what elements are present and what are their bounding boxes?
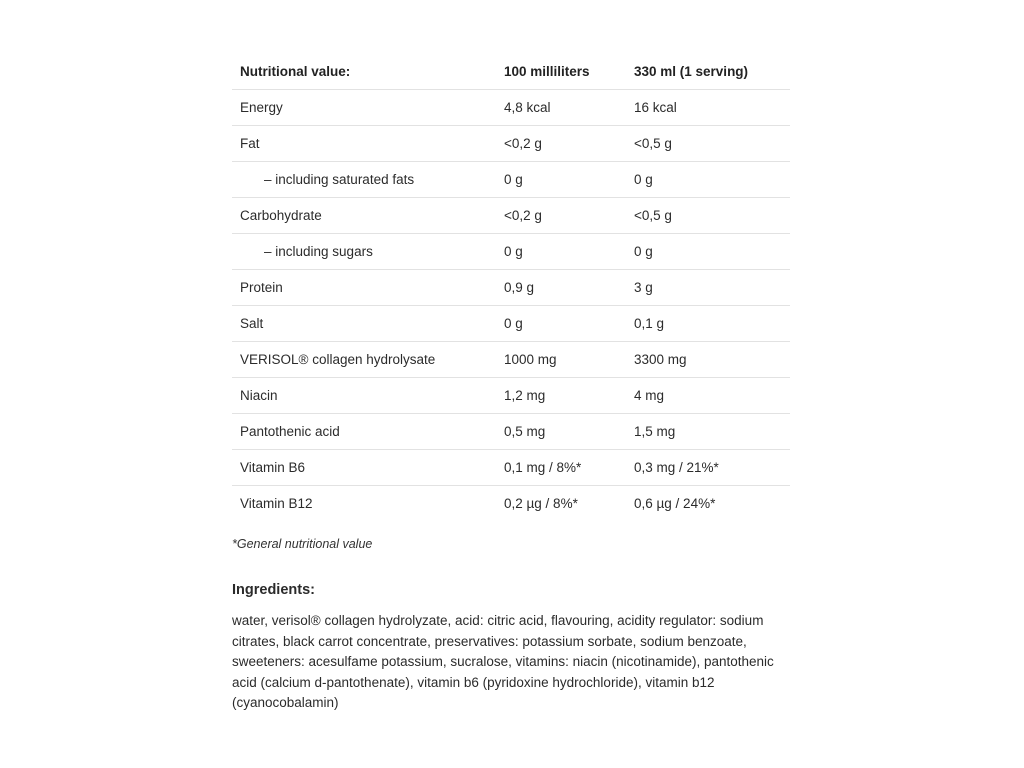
value-per-serving: <0,5 g [626,198,790,234]
value-per-100ml: 0,5 mg [496,414,626,450]
value-per-serving: 0,6 µg / 24%* [634,496,716,511]
header-per-100ml: 100 milliliters [496,54,626,90]
nutrition-table [232,54,790,521]
value-per-serving: 3300 mg [626,342,790,378]
value-per-serving: 0,1 g [626,306,790,342]
nutrient-name: VERISOL® collagen hydrolysate [232,342,496,378]
value-per-100ml: <0,2 g [496,198,626,234]
value-per-serving: 0 g [626,234,790,270]
table-row [232,342,790,378]
nutrient-name: Pantothenic acid [232,414,496,450]
table-row [232,414,790,450]
value-per-100ml: 4,8 kcal [496,90,626,126]
nutrient-name: – including sugars [232,234,496,270]
table-row [232,270,790,306]
value-per-100ml: 1000 mg [496,342,626,378]
value-per-100ml: 0,1 mg / 8%* [496,450,626,486]
value-per-serving: <0,5 g [626,126,790,162]
table-row [232,486,790,522]
value-per-100ml: 0 g [496,234,626,270]
header-nutritional-value: Nutritional value: [232,54,496,90]
table-row [232,234,790,270]
value-per-100ml: 0 g [496,162,626,198]
nutrient-name: Fat [232,126,496,162]
nutrient-name: Vitamin B12 [240,496,313,511]
value-per-serving: 4 mg [626,378,790,414]
nutrient-name: Vitamin B6 [232,450,496,486]
nutrition-table-body [232,90,790,522]
nutrition-panel [232,54,790,714]
value-per-serving: 16 kcal [626,90,790,126]
value-per-serving: 3 g [626,270,790,306]
table-row [232,378,790,414]
nutrient-name: Protein [232,270,496,306]
value-per-serving: 1,5 mg [626,414,790,450]
table-row [232,450,790,486]
value-per-serving: 0 g [626,162,790,198]
value-per-serving: 0,3 mg / 21%* [626,450,790,486]
table-row [232,90,790,126]
value-per-100ml: 0,2 µg / 8%* [504,496,578,511]
nutrient-name: Salt [232,306,496,342]
header-per-serving: 330 ml (1 serving) [626,54,790,90]
nutrient-name: Carbohydrate [232,198,496,234]
nutrient-name: – including saturated fats [232,162,496,198]
value-per-100ml: <0,2 g [496,126,626,162]
value-per-100ml: 0 g [496,306,626,342]
ingredients-title: Ingredients: [232,582,315,598]
footnote: *General nutritional value [232,537,373,551]
table-row [232,198,790,234]
nutrient-name: Energy [232,90,496,126]
ingredients-text: water, verisol® collagen hydrolyzate, acid: citric acid, flavouring, acidity regulator: sodium citrates, black carrot concentrate, preservatives: potassium sorbate, sodium benzoate, sweeteners: acesulfame potassium, sucralose, vitamins: niacin (nicotinamide), pantothenic acid (calcium d-pantothenate), vitamin b6 (pyridoxine hydrochloride), vitamin b12 (cyanocobalamin) [232,613,774,710]
table-header-row [232,54,790,90]
table-row [232,162,790,198]
nutrient-name: Niacin [232,378,496,414]
table-row [232,306,790,342]
value-per-100ml: 1,2 mg [496,378,626,414]
table-row [232,126,790,162]
value-per-100ml: 0,9 g [496,270,626,306]
